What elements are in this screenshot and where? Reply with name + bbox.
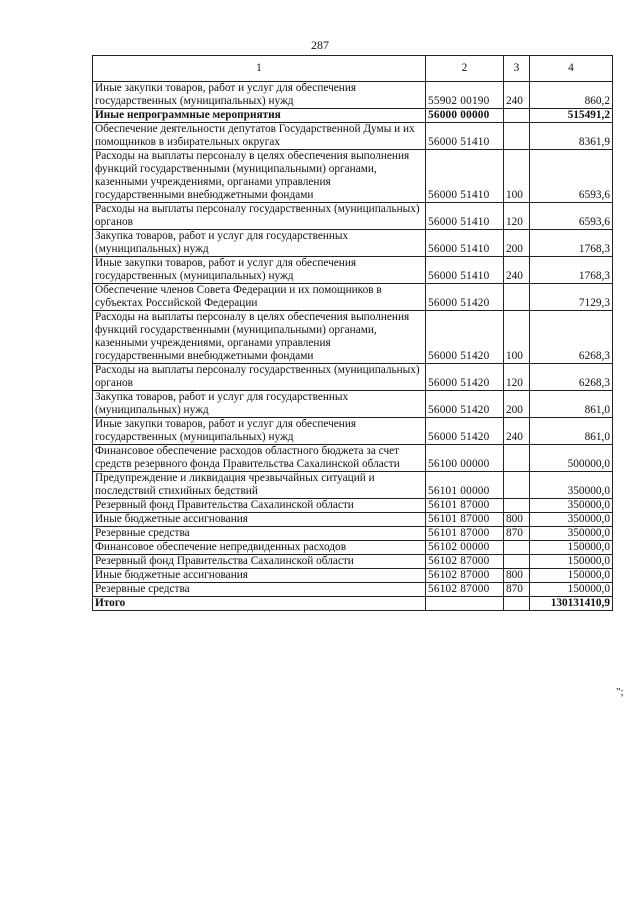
table-row <box>93 555 613 569</box>
header-col-4: 4 <box>530 56 613 82</box>
row-name: Иные закупки товаров, работ и услуг для обеспечения государственных (муниципальных) нужд <box>93 82 426 109</box>
row-code: 56102 87000 <box>426 583 504 597</box>
table-row <box>93 513 613 527</box>
row-code: 56101 87000 <box>426 513 504 527</box>
table-row <box>93 82 613 109</box>
table-row <box>93 230 613 257</box>
row-code <box>426 597 504 611</box>
row-amount: 6268,3 <box>530 311 613 364</box>
row-expense-type: 870 <box>504 583 530 597</box>
row-name: Расходы на выплаты персоналу государственных (муниципальных) органов <box>93 364 426 391</box>
row-name: Финансовое обеспечение непредвиденных расходов <box>93 541 426 555</box>
row-name: Иные закупки товаров, работ и услуг для обеспечения государственных (муниципальных) нужд <box>93 418 426 445</box>
budget-table <box>92 55 613 611</box>
row-expense-type <box>504 472 530 499</box>
row-name: Обеспечение членов Совета Федерации и их помощников в субъектах Российской Федерации <box>93 284 426 311</box>
row-name: Итого <box>93 597 426 611</box>
table-row <box>93 257 613 284</box>
row-amount: 500000,0 <box>530 445 613 472</box>
row-code: 56000 51410 <box>426 203 504 230</box>
row-code: 56000 51410 <box>426 150 504 203</box>
row-amount: 1768,3 <box>530 230 613 257</box>
table-row <box>93 472 613 499</box>
row-code: 56000 51420 <box>426 418 504 445</box>
table-row <box>93 597 613 611</box>
row-name: Расходы на выплаты персоналу в целях обеспечения выполнения функций государственными (муниципальными) органами, казенными учреждениями, органами управления государственными внебюджетными фондами <box>93 311 426 364</box>
row-amount: 8361,9 <box>530 123 613 150</box>
row-code: 56102 87000 <box>426 569 504 583</box>
table-row <box>93 311 613 364</box>
row-expense-type: 240 <box>504 418 530 445</box>
row-amount: 6593,6 <box>530 150 613 203</box>
table-row <box>93 123 613 150</box>
table-row <box>93 445 613 472</box>
row-amount: 350000,0 <box>530 527 613 541</box>
row-expense-type <box>504 499 530 513</box>
row-expense-type <box>504 445 530 472</box>
row-name: Финансовое обеспечение расходов областного бюджета за счет средств резервного фонда Правительства Сахалинской области <box>93 445 426 472</box>
header-col-3: 3 <box>504 56 530 82</box>
row-name: Закупка товаров, работ и услуг для государственных (муниципальных) нужд <box>93 230 426 257</box>
row-code: 56101 87000 <box>426 527 504 541</box>
page-number: 287 <box>311 38 329 52</box>
row-expense-type: 200 <box>504 230 530 257</box>
row-expense-type <box>504 123 530 150</box>
row-code: 56000 51410 <box>426 230 504 257</box>
table-row <box>93 109 613 123</box>
row-amount: 150000,0 <box>530 541 613 555</box>
row-amount: 350000,0 <box>530 499 613 513</box>
row-code: 56101 00000 <box>426 472 504 499</box>
table-row <box>93 527 613 541</box>
row-code: 56000 51410 <box>426 257 504 284</box>
row-name: Резервный фонд Правительства Сахалинской области <box>93 555 426 569</box>
row-name: Иные бюджетные ассигнования <box>93 513 426 527</box>
row-code: 56100 00000 <box>426 445 504 472</box>
row-name: Иные непрограммные мероприятия <box>93 109 426 123</box>
row-expense-type: 200 <box>504 391 530 418</box>
header-col-2: 2 <box>426 56 504 82</box>
row-code: 56102 87000 <box>426 555 504 569</box>
row-amount: 6268,3 <box>530 364 613 391</box>
row-code: 56000 51410 <box>426 123 504 150</box>
row-amount: 150000,0 <box>530 555 613 569</box>
table-row <box>93 203 613 230</box>
row-name: Резервный фонд Правительства Сахалинской области <box>93 499 426 513</box>
row-code: 56000 51420 <box>426 311 504 364</box>
row-amount: 350000,0 <box>530 472 613 499</box>
row-expense-type: 240 <box>504 257 530 284</box>
table-row <box>93 499 613 513</box>
table-row <box>93 284 613 311</box>
row-expense-type <box>504 541 530 555</box>
row-amount: 150000,0 <box>530 569 613 583</box>
row-amount: 1768,3 <box>530 257 613 284</box>
row-expense-type: 100 <box>504 311 530 364</box>
row-expense-type: 870 <box>504 527 530 541</box>
table-row <box>93 391 613 418</box>
row-name: Расходы на выплаты персоналу государственных (муниципальных) органов <box>93 203 426 230</box>
row-name: Закупка товаров, работ и услуг для государственных (муниципальных) нужд <box>93 391 426 418</box>
row-code: 56101 87000 <box>426 499 504 513</box>
row-code: 56000 51420 <box>426 364 504 391</box>
table-row <box>93 541 613 555</box>
row-expense-type <box>504 597 530 611</box>
row-name: Резервные средства <box>93 527 426 541</box>
row-amount: 860,2 <box>530 82 613 109</box>
closing-quote-mark: "; <box>616 686 624 698</box>
row-code: 55902 00190 <box>426 82 504 109</box>
row-expense-type <box>504 555 530 569</box>
row-expense-type: 240 <box>504 82 530 109</box>
row-name: Резервные средства <box>93 583 426 597</box>
row-name: Иные бюджетные ассигнования <box>93 569 426 583</box>
row-expense-type: 120 <box>504 203 530 230</box>
row-code: 56000 00000 <box>426 109 504 123</box>
row-expense-type: 800 <box>504 569 530 583</box>
row-amount: 7129,3 <box>530 284 613 311</box>
row-amount: 6593,6 <box>530 203 613 230</box>
table-row <box>93 418 613 445</box>
row-amount: 150000,0 <box>530 583 613 597</box>
row-code: 56102 00000 <box>426 541 504 555</box>
row-code: 56000 51420 <box>426 284 504 311</box>
table-row <box>93 569 613 583</box>
row-name: Предупреждение и ликвидация чрезвычайных ситуаций и последствий стихийных бедствий <box>93 472 426 499</box>
row-code: 56000 51420 <box>426 391 504 418</box>
row-name: Обеспечение деятельности депутатов Государственной Думы и их помощников в избирательных округах <box>93 123 426 150</box>
row-expense-type: 100 <box>504 150 530 203</box>
table-header-row <box>93 56 613 82</box>
header-col-1: 1 <box>93 56 426 82</box>
table-row <box>93 364 613 391</box>
row-amount: 861,0 <box>530 391 613 418</box>
row-name: Иные закупки товаров, работ и услуг для обеспечения государственных (муниципальных) нужд <box>93 257 426 284</box>
row-amount: 350000,0 <box>530 513 613 527</box>
row-amount: 515491,2 <box>530 109 613 123</box>
row-expense-type: 120 <box>504 364 530 391</box>
row-expense-type: 800 <box>504 513 530 527</box>
row-name: Расходы на выплаты персоналу в целях обеспечения выполнения функций государственными (муниципальными) органами, казенными учреждениями, органами управления государственными внебюджетными фондами <box>93 150 426 203</box>
row-expense-type <box>504 284 530 311</box>
row-amount: 130131410,9 <box>530 597 613 611</box>
row-amount: 861,0 <box>530 418 613 445</box>
table-row <box>93 583 613 597</box>
table-row <box>93 150 613 203</box>
row-expense-type <box>504 109 530 123</box>
